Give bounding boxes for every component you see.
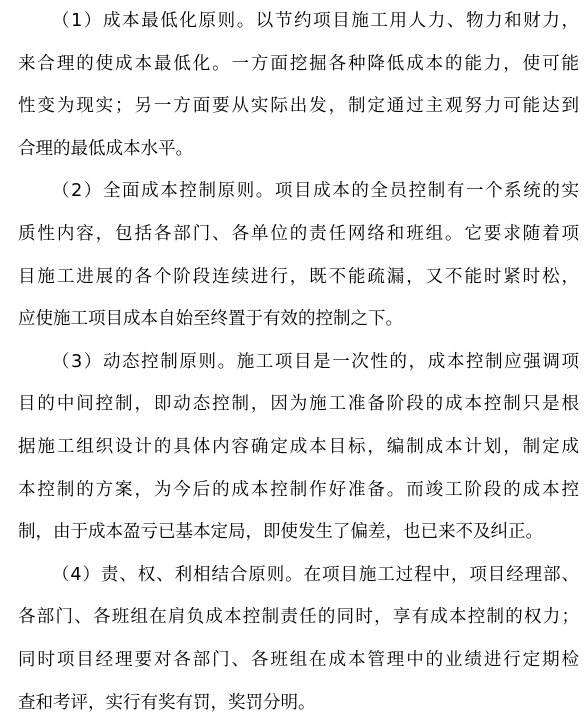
text-line: 合理的最低成本水平。 bbox=[18, 128, 579, 171]
text-line: （4）责、权、利相结合原则。在项目施工过程中，项目经理部、 bbox=[18, 554, 579, 597]
text-line: 同时项目经理要对各部门、各班组在成本管理中的业绩进行定期检 bbox=[18, 639, 579, 682]
text-line: 制，由于成本盈亏已基本定局，即使发生了偏差，也已来不及纠正。 bbox=[18, 511, 579, 554]
text-line: （3）动态控制原则。施工项目是一次性的，成本控制应强调项 bbox=[18, 341, 579, 384]
text-line: 目施工进展的各个阶段连续进行，既不能疏漏，又不能时紧时松， bbox=[18, 256, 579, 299]
paragraph-comprehensive-control bbox=[18, 170, 579, 340]
text-line: 来合理的使成本最低化。一方面挖掘各种降低成本的能力，使可能 bbox=[18, 43, 579, 86]
text-line: 各部门、各班组在肩负成本控制责任的同时，享有成本控制的权力； bbox=[18, 596, 579, 639]
paragraph-responsibility-rights-benefits bbox=[18, 554, 579, 724]
text-line: 应使施工项目成本自始至终置于有效的控制之下。 bbox=[18, 298, 579, 341]
text-line: （2）全面成本控制原则。项目成本的全员控制有一个系统的实 bbox=[18, 170, 579, 213]
text-line: （1）成本最低化原则。以节约项目施工用人力、物力和财力， bbox=[18, 0, 579, 43]
text-line: 质性内容，包括各部门、各单位的责任网络和班组。它要求随着项 bbox=[18, 213, 579, 256]
text-line: 据施工组织设计的具体内容确定成本目标，编制成本计划，制定成 bbox=[18, 426, 579, 469]
paragraph-cost-minimization bbox=[18, 0, 579, 170]
text-line: 性变为现实；另一方面要从实际出发，制定通过主观努力可能达到 bbox=[18, 85, 579, 128]
text-line: 本控制的方案，为今后的成本控制作好准备。而竣工阶段的成本控 bbox=[18, 469, 579, 512]
text-line: 查和考评，实行有奖有罚，奖罚分明。 bbox=[18, 682, 579, 724]
text-line: 目的中间控制，即动态控制，因为施工准备阶段的成本控制只是根 bbox=[18, 383, 579, 426]
paragraph-dynamic-control bbox=[18, 341, 579, 554]
